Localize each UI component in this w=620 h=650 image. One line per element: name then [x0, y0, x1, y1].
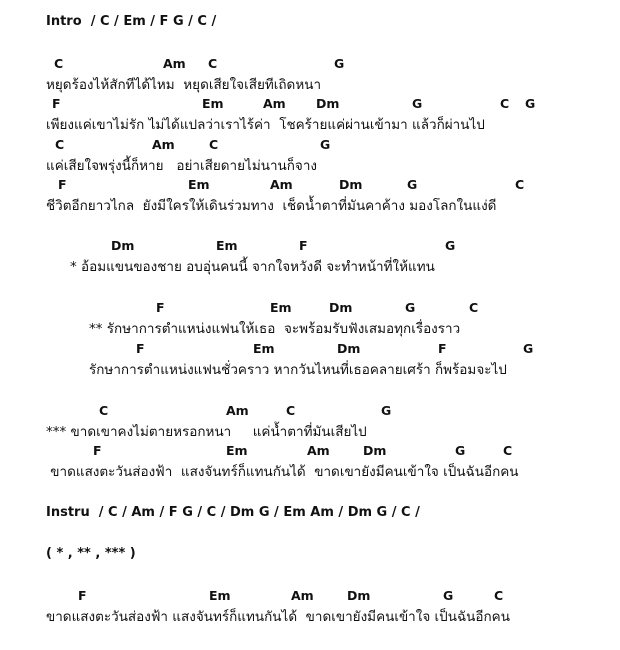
chord-label: C	[515, 177, 525, 192]
chord-label: C	[494, 588, 504, 603]
chord-label: Dm	[363, 443, 387, 458]
chord-label: Am	[307, 443, 330, 458]
chord-label: G	[320, 137, 331, 152]
repeat-line: ( * , ** , *** )	[46, 546, 136, 561]
chord-label: F	[156, 300, 165, 315]
chord-label: C	[503, 443, 513, 458]
chord-label: G	[455, 443, 466, 458]
lyric-line: ** รักษาการตำแหน่งแฟนให้เธอ จะพร้อมรับฟังเสมอทุกเรื่องราว	[89, 321, 461, 337]
chord-label: G	[445, 238, 456, 253]
chord-label: Am	[263, 96, 286, 111]
chord-label: C	[55, 137, 65, 152]
chord-label: G	[525, 96, 536, 111]
lyric-line: เพียงแค่เขาไม่รัก ไม่ได้แปลว่าเราไร้ค่า โชคร้ายแค่ผ่านเข้ามา แล้วก็ผ่านไป	[46, 117, 485, 133]
chord-label: F	[52, 96, 61, 111]
lyric-line: ขาดแสงตะวันส่องฟ้า แสงจันทร์ก็แทนกันได้ ขาดเขายังมีคนเข้าใจ เป็นฉันอีกคน	[46, 464, 519, 480]
chord-label: G	[407, 177, 418, 192]
chord-label: Am	[270, 177, 293, 192]
chord-label: Em	[226, 443, 248, 458]
chord-label: C	[209, 137, 219, 152]
chord-label: F	[299, 238, 308, 253]
chord-label: F	[136, 341, 145, 356]
chord-label: Em	[216, 238, 238, 253]
chord-label: Am	[163, 56, 186, 71]
lyric-line: *** ขาดเขาคงไม่ตายหรอกหนา แค่น้ำตาที่มันเสียไป	[46, 424, 367, 440]
chord-label: Em	[270, 300, 292, 315]
chord-label: C	[469, 300, 479, 315]
chord-label: F	[93, 443, 102, 458]
lyric-line: * อ้อมแขนของชาย อบอุ่นคนนี้ จากใจหวังดี จะทำหน้าที่ให้แทน	[70, 259, 435, 275]
chord-label: Dm	[339, 177, 363, 192]
chord-label: G	[412, 96, 423, 111]
chord-label: G	[405, 300, 416, 315]
chord-label: Am	[226, 403, 249, 418]
chord-label: C	[500, 96, 510, 111]
chord-label: G	[334, 56, 345, 71]
chord-label: Dm	[316, 96, 340, 111]
chord-label: F	[78, 588, 87, 603]
chord-label: Em	[209, 588, 231, 603]
lyric-line: รักษาการตำแหน่งแฟนชั่วคราว หากวันไหนที่เธอคลายเศร้า ก็พร้อมจะไป	[89, 362, 507, 378]
chord-label: C	[286, 403, 296, 418]
chord-label: Am	[291, 588, 314, 603]
lyric-line: หยุดร้องไห้สักทีได้ไหม หยุดเสียใจเสียทีเถิดหนา	[46, 77, 322, 93]
chord-label: C	[208, 56, 218, 71]
chord-label: Dm	[329, 300, 353, 315]
chord-label: Dm	[111, 238, 135, 253]
lyric-line: ขาดแสงตะวันส่องฟ้า แสงจันทร์ก็แทนกันได้ ขาดเขายังมีคนเข้าใจ เป็นฉันอีกคน	[46, 609, 510, 625]
chord-label: C	[99, 403, 109, 418]
chord-label: G	[443, 588, 454, 603]
chord-label: Em	[202, 96, 224, 111]
lyric-line: ชีวิตอีกยาวไกล ยังมีใครให้เดินร่วมทาง เช็ดน้ำตาที่มันคาค้าง มองโลกในแง่ดี	[46, 198, 497, 214]
chord-label: Am	[152, 137, 175, 152]
chord-label: F	[438, 341, 447, 356]
instru-line: Instru / C / Am / F G / C / Dm G / Em Am / Dm G / C /	[46, 505, 420, 520]
chord-label: Dm	[347, 588, 371, 603]
chord-label: G	[523, 341, 534, 356]
lyric-line: แค่เสียใจพรุ่งนี้ก็หาย อย่าเสียดายไม่นานก็จาง	[46, 158, 318, 174]
chord-label: Em	[188, 177, 210, 192]
chord-label: C	[54, 56, 64, 71]
chord-label: Em	[253, 341, 275, 356]
chord-label: Dm	[337, 341, 361, 356]
intro-line: Intro / C / Em / F G / C /	[46, 14, 217, 29]
chord-label: F	[58, 177, 67, 192]
chord-label: G	[381, 403, 392, 418]
